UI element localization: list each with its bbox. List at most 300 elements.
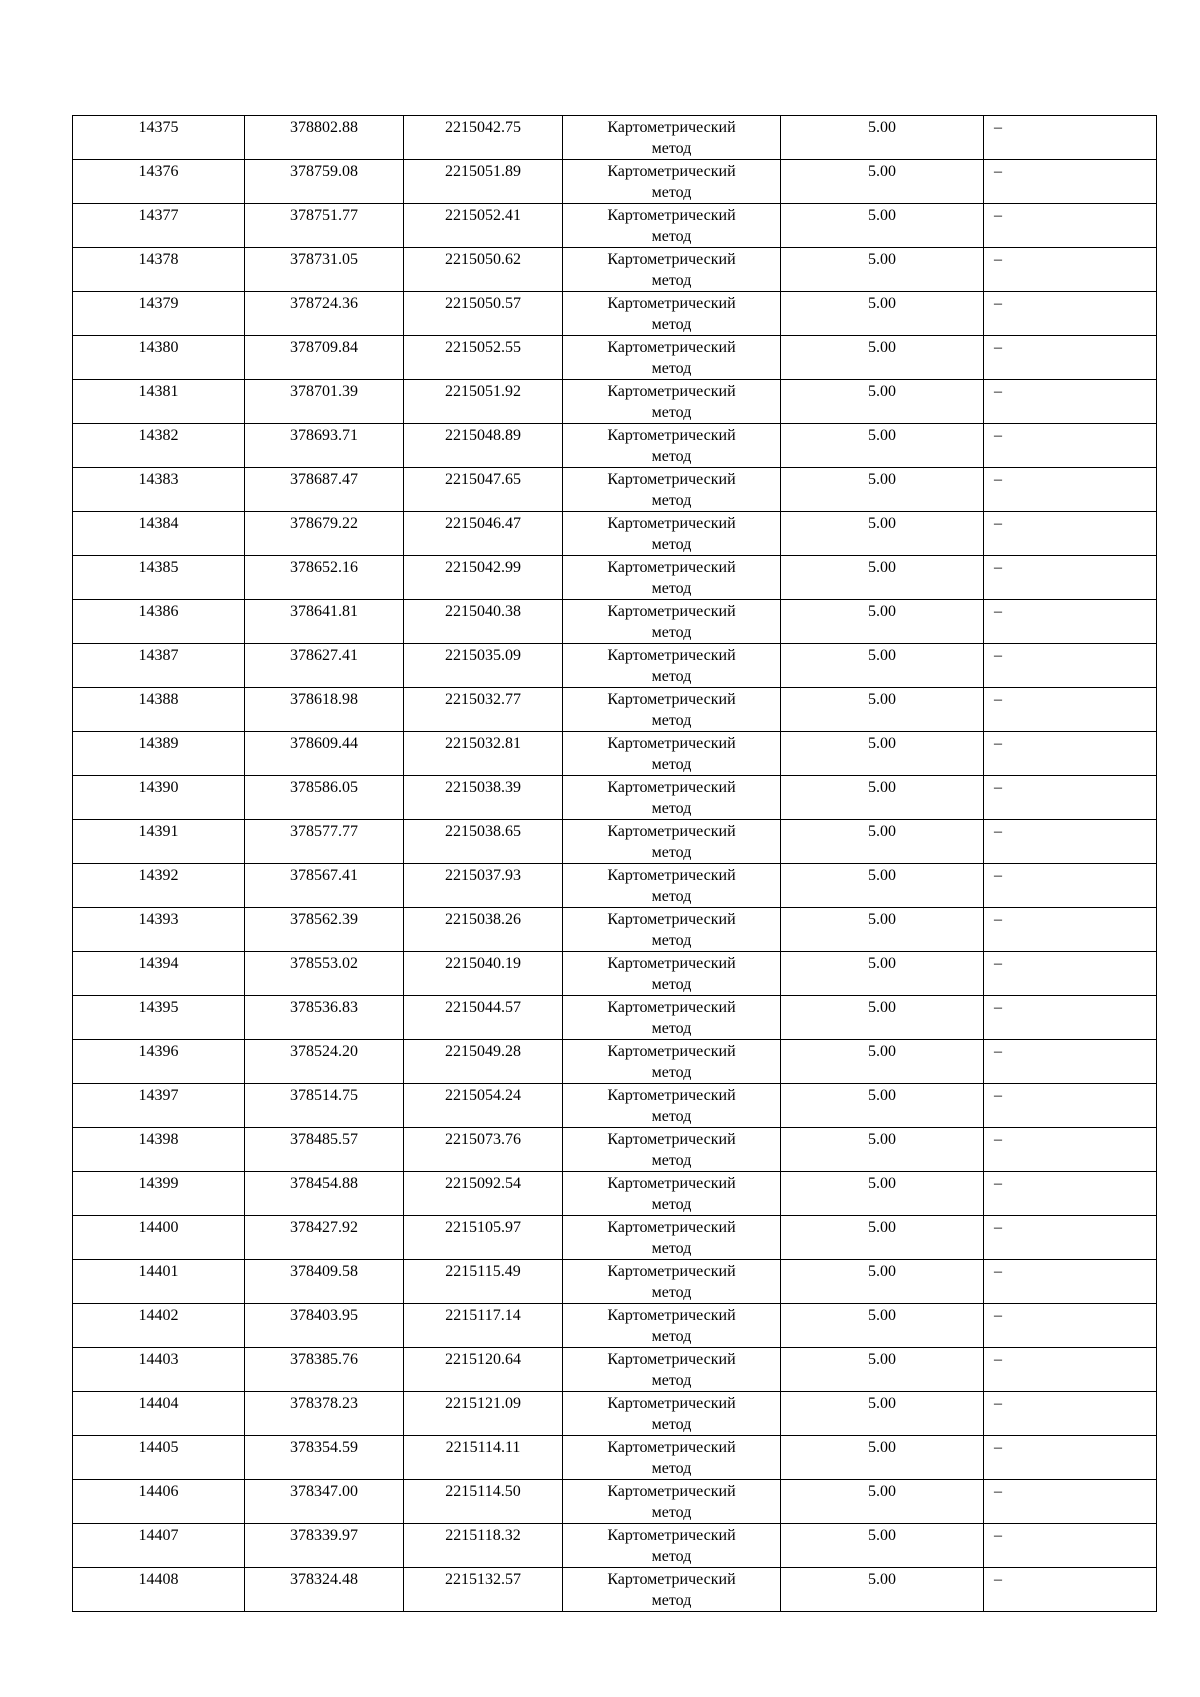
method-text-line2: метод bbox=[651, 360, 692, 377]
coordinate-y-cell: 2215052.55 bbox=[404, 336, 563, 380]
accuracy-cell: 5.00 bbox=[781, 600, 984, 644]
method-cell bbox=[563, 292, 781, 336]
accuracy-cell: 5.00 bbox=[781, 644, 984, 688]
point-number-cell: 14398 bbox=[73, 1128, 245, 1172]
coordinate-y-cell: 2215032.81 bbox=[404, 732, 563, 776]
point-number-cell: 14386 bbox=[73, 600, 245, 644]
accuracy-cell: 5.00 bbox=[781, 1348, 984, 1392]
table-row bbox=[73, 820, 1157, 864]
method-text-line1: Картометрический bbox=[607, 1219, 736, 1236]
accuracy-cell: 5.00 bbox=[781, 1040, 984, 1084]
table-row bbox=[73, 776, 1157, 820]
coordinate-x-cell: 378427.92 bbox=[245, 1216, 404, 1260]
method-cell bbox=[563, 644, 781, 688]
method-text-line1: Картометрический bbox=[607, 471, 736, 488]
coordinate-x-cell: 378567.41 bbox=[245, 864, 404, 908]
table-row bbox=[73, 1480, 1157, 1524]
method-text-line1: Картометрический bbox=[607, 1527, 736, 1544]
method-text-line2: метод bbox=[651, 140, 692, 157]
coordinate-y-cell: 2215046.47 bbox=[404, 512, 563, 556]
method-text-line2: метод bbox=[651, 624, 692, 641]
accuracy-cell: 5.00 bbox=[781, 820, 984, 864]
point-number-cell: 14383 bbox=[73, 468, 245, 512]
method-cell bbox=[563, 160, 781, 204]
method-cell bbox=[563, 1172, 781, 1216]
point-number-cell: 14382 bbox=[73, 424, 245, 468]
method-cell bbox=[563, 1348, 781, 1392]
coordinate-x-cell: 378354.59 bbox=[245, 1436, 404, 1480]
coordinate-y-cell: 2215115.49 bbox=[404, 1260, 563, 1304]
coordinate-x-cell: 378627.41 bbox=[245, 644, 404, 688]
table-row bbox=[73, 1524, 1157, 1568]
point-number-cell: 14395 bbox=[73, 996, 245, 1040]
accuracy-cell: 5.00 bbox=[781, 1524, 984, 1568]
coordinate-y-cell: 2215114.50 bbox=[404, 1480, 563, 1524]
coordinate-y-cell: 2215114.11 bbox=[404, 1436, 563, 1480]
coordinate-y-cell: 2215051.89 bbox=[404, 160, 563, 204]
coordinate-y-cell: 2215117.14 bbox=[404, 1304, 563, 1348]
table-row bbox=[73, 1304, 1157, 1348]
coordinate-y-cell: 2215050.57 bbox=[404, 292, 563, 336]
point-number-cell: 14408 bbox=[73, 1568, 245, 1612]
accuracy-cell: 5.00 bbox=[781, 1392, 984, 1436]
method-text-line2: метод bbox=[651, 844, 692, 861]
coordinate-x-cell: 378724.36 bbox=[245, 292, 404, 336]
method-cell bbox=[563, 1260, 781, 1304]
table-row bbox=[73, 292, 1157, 336]
accuracy-cell: 5.00 bbox=[781, 1172, 984, 1216]
point-number-cell: 14402 bbox=[73, 1304, 245, 1348]
method-cell bbox=[563, 908, 781, 952]
point-number-cell: 14384 bbox=[73, 512, 245, 556]
method-cell bbox=[563, 380, 781, 424]
table-row bbox=[73, 556, 1157, 600]
coordinate-x-cell: 378731.05 bbox=[245, 248, 404, 292]
coordinate-y-cell: 2215035.09 bbox=[404, 644, 563, 688]
coordinate-x-cell: 378454.88 bbox=[245, 1172, 404, 1216]
method-text-line1: Картометрический bbox=[607, 867, 736, 884]
table-row bbox=[73, 1084, 1157, 1128]
point-number-cell: 14406 bbox=[73, 1480, 245, 1524]
method-text-line1: Картометрический bbox=[607, 383, 736, 400]
description-cell: – bbox=[984, 1128, 1157, 1172]
point-number-cell: 14391 bbox=[73, 820, 245, 864]
description-cell: – bbox=[984, 556, 1157, 600]
table-row bbox=[73, 1260, 1157, 1304]
method-cell bbox=[563, 204, 781, 248]
coordinate-x-cell: 378709.84 bbox=[245, 336, 404, 380]
coordinate-y-cell: 2215038.65 bbox=[404, 820, 563, 864]
method-text-line2: метод bbox=[651, 448, 692, 465]
method-text-line2: метод bbox=[651, 668, 692, 685]
method-cell bbox=[563, 952, 781, 996]
coordinate-x-cell: 378693.71 bbox=[245, 424, 404, 468]
method-text-line1: Картометрический bbox=[607, 1263, 736, 1280]
method-text-line2: метод bbox=[651, 712, 692, 729]
description-cell: – bbox=[984, 292, 1157, 336]
method-text-line1: Картометрический bbox=[607, 1175, 736, 1192]
method-text-line2: метод bbox=[651, 1284, 692, 1301]
method-text-line1: Картометрический bbox=[607, 1439, 736, 1456]
table-row bbox=[73, 380, 1157, 424]
coordinate-y-cell: 2215042.99 bbox=[404, 556, 563, 600]
method-cell bbox=[563, 1436, 781, 1480]
coordinates-table-body bbox=[73, 116, 1157, 1612]
description-cell: – bbox=[984, 908, 1157, 952]
table-row bbox=[73, 424, 1157, 468]
point-number-cell: 14396 bbox=[73, 1040, 245, 1084]
method-cell bbox=[563, 1524, 781, 1568]
description-cell: – bbox=[984, 1040, 1157, 1084]
table-row bbox=[73, 204, 1157, 248]
table-row bbox=[73, 116, 1157, 160]
coordinate-y-cell: 2215132.57 bbox=[404, 1568, 563, 1612]
table-row bbox=[73, 512, 1157, 556]
coordinate-y-cell: 2215042.75 bbox=[404, 116, 563, 160]
description-cell: – bbox=[984, 952, 1157, 996]
table-row bbox=[73, 732, 1157, 776]
method-text-line1: Картометрический bbox=[607, 603, 736, 620]
description-cell: – bbox=[984, 248, 1157, 292]
coordinate-y-cell: 2215092.54 bbox=[404, 1172, 563, 1216]
coordinate-x-cell: 378652.16 bbox=[245, 556, 404, 600]
method-text-line2: метод bbox=[651, 1020, 692, 1037]
description-cell: – bbox=[984, 1480, 1157, 1524]
method-text-line2: метод bbox=[651, 1108, 692, 1125]
table-row bbox=[73, 468, 1157, 512]
method-cell bbox=[563, 512, 781, 556]
point-number-cell: 14397 bbox=[73, 1084, 245, 1128]
description-cell: – bbox=[984, 1524, 1157, 1568]
accuracy-cell: 5.00 bbox=[781, 1084, 984, 1128]
table-row bbox=[73, 1040, 1157, 1084]
description-cell: – bbox=[984, 1172, 1157, 1216]
method-text-line2: метод bbox=[651, 756, 692, 773]
table-row bbox=[73, 1348, 1157, 1392]
description-cell: – bbox=[984, 1260, 1157, 1304]
point-number-cell: 14394 bbox=[73, 952, 245, 996]
coordinate-x-cell: 378751.77 bbox=[245, 204, 404, 248]
accuracy-cell: 5.00 bbox=[781, 732, 984, 776]
description-cell: – bbox=[984, 1436, 1157, 1480]
point-number-cell: 14388 bbox=[73, 688, 245, 732]
method-cell bbox=[563, 1128, 781, 1172]
point-number-cell: 14381 bbox=[73, 380, 245, 424]
point-number-cell: 14403 bbox=[73, 1348, 245, 1392]
method-text-line1: Картометрический bbox=[607, 1043, 736, 1060]
method-text-line1: Картометрический bbox=[607, 1571, 736, 1588]
accuracy-cell: 5.00 bbox=[781, 1216, 984, 1260]
coordinate-y-cell: 2215032.77 bbox=[404, 688, 563, 732]
method-text-line2: метод bbox=[651, 1504, 692, 1521]
coordinate-y-cell: 2215040.38 bbox=[404, 600, 563, 644]
description-cell: – bbox=[984, 424, 1157, 468]
coordinate-y-cell: 2215050.62 bbox=[404, 248, 563, 292]
coordinate-x-cell: 378347.00 bbox=[245, 1480, 404, 1524]
method-text-line1: Картометрический bbox=[607, 823, 736, 840]
method-text-line2: метод bbox=[651, 976, 692, 993]
accuracy-cell: 5.00 bbox=[781, 864, 984, 908]
coordinate-y-cell: 2215051.92 bbox=[404, 380, 563, 424]
method-text-line2: метод bbox=[651, 228, 692, 245]
description-cell: – bbox=[984, 1084, 1157, 1128]
coordinate-x-cell: 378641.81 bbox=[245, 600, 404, 644]
table-row bbox=[73, 908, 1157, 952]
description-cell: – bbox=[984, 776, 1157, 820]
method-text-line2: метод bbox=[651, 536, 692, 553]
point-number-cell: 14378 bbox=[73, 248, 245, 292]
point-number-cell: 14387 bbox=[73, 644, 245, 688]
coordinate-y-cell: 2215049.28 bbox=[404, 1040, 563, 1084]
method-text-line2: метод bbox=[651, 184, 692, 201]
coordinate-y-cell: 2215054.24 bbox=[404, 1084, 563, 1128]
method-cell bbox=[563, 1304, 781, 1348]
method-text-line1: Картометрический bbox=[607, 119, 736, 136]
description-cell: – bbox=[984, 160, 1157, 204]
point-number-cell: 14380 bbox=[73, 336, 245, 380]
coordinate-x-cell: 378553.02 bbox=[245, 952, 404, 996]
method-cell bbox=[563, 600, 781, 644]
coordinate-x-cell: 378562.39 bbox=[245, 908, 404, 952]
table-row bbox=[73, 952, 1157, 996]
description-cell: – bbox=[984, 732, 1157, 776]
method-text-line2: метод bbox=[651, 1196, 692, 1213]
point-number-cell: 14375 bbox=[73, 116, 245, 160]
method-text-line2: метод bbox=[651, 272, 692, 289]
coordinate-y-cell: 2215120.64 bbox=[404, 1348, 563, 1392]
table-row bbox=[73, 644, 1157, 688]
accuracy-cell: 5.00 bbox=[781, 1260, 984, 1304]
method-text-line2: метод bbox=[651, 932, 692, 949]
method-text-line2: метод bbox=[651, 1460, 692, 1477]
coordinate-y-cell: 2215121.09 bbox=[404, 1392, 563, 1436]
method-cell bbox=[563, 820, 781, 864]
point-number-cell: 14407 bbox=[73, 1524, 245, 1568]
description-cell: – bbox=[984, 1568, 1157, 1612]
accuracy-cell: 5.00 bbox=[781, 776, 984, 820]
method-cell bbox=[563, 424, 781, 468]
coordinate-y-cell: 2215048.89 bbox=[404, 424, 563, 468]
coordinate-x-cell: 378609.44 bbox=[245, 732, 404, 776]
method-text-line2: метод bbox=[651, 1064, 692, 1081]
accuracy-cell: 5.00 bbox=[781, 1128, 984, 1172]
point-number-cell: 14399 bbox=[73, 1172, 245, 1216]
description-cell: – bbox=[984, 204, 1157, 248]
method-text-line1: Картометрический bbox=[607, 1351, 736, 1368]
table-row bbox=[73, 996, 1157, 1040]
accuracy-cell: 5.00 bbox=[781, 292, 984, 336]
description-cell: – bbox=[984, 1304, 1157, 1348]
coordinate-x-cell: 378385.76 bbox=[245, 1348, 404, 1392]
method-text-line2: метод bbox=[651, 1592, 692, 1609]
description-cell: – bbox=[984, 1348, 1157, 1392]
method-cell bbox=[563, 248, 781, 292]
method-cell bbox=[563, 1568, 781, 1612]
method-text-line1: Картометрический bbox=[607, 295, 736, 312]
description-cell: – bbox=[984, 864, 1157, 908]
point-number-cell: 14376 bbox=[73, 160, 245, 204]
method-cell bbox=[563, 996, 781, 1040]
method-text-line1: Картометрический bbox=[607, 999, 736, 1016]
point-number-cell: 14401 bbox=[73, 1260, 245, 1304]
method-text-line1: Картометрический bbox=[607, 1395, 736, 1412]
coordinate-y-cell: 2215105.97 bbox=[404, 1216, 563, 1260]
point-number-cell: 14389 bbox=[73, 732, 245, 776]
method-text-line1: Картометрический bbox=[607, 1307, 736, 1324]
table-row bbox=[73, 688, 1157, 732]
method-cell bbox=[563, 1216, 781, 1260]
table-row bbox=[73, 1128, 1157, 1172]
method-text-line1: Картометрический bbox=[607, 207, 736, 224]
accuracy-cell: 5.00 bbox=[781, 116, 984, 160]
coordinate-y-cell: 2215038.26 bbox=[404, 908, 563, 952]
method-text-line2: метод bbox=[651, 1372, 692, 1389]
coordinate-y-cell: 2215047.65 bbox=[404, 468, 563, 512]
table-row bbox=[73, 1436, 1157, 1480]
table-row bbox=[73, 336, 1157, 380]
description-cell: – bbox=[984, 644, 1157, 688]
method-text-line2: метод bbox=[651, 492, 692, 509]
accuracy-cell: 5.00 bbox=[781, 1304, 984, 1348]
method-text-line1: Картометрический bbox=[607, 1131, 736, 1148]
table-row bbox=[73, 160, 1157, 204]
coordinate-x-cell: 378324.48 bbox=[245, 1568, 404, 1612]
coordinate-x-cell: 378701.39 bbox=[245, 380, 404, 424]
table-row bbox=[73, 1172, 1157, 1216]
method-text-line1: Картометрический bbox=[607, 779, 736, 796]
method-text-line1: Картометрический bbox=[607, 647, 736, 664]
coordinate-x-cell: 378586.05 bbox=[245, 776, 404, 820]
method-text-line1: Картометрический bbox=[607, 251, 736, 268]
table-row bbox=[73, 1568, 1157, 1612]
accuracy-cell: 5.00 bbox=[781, 952, 984, 996]
method-text-line2: метод bbox=[651, 580, 692, 597]
method-text-line2: метод bbox=[651, 1328, 692, 1345]
method-cell bbox=[563, 1040, 781, 1084]
coordinate-x-cell: 378409.58 bbox=[245, 1260, 404, 1304]
coordinate-x-cell: 378577.77 bbox=[245, 820, 404, 864]
accuracy-cell: 5.00 bbox=[781, 204, 984, 248]
accuracy-cell: 5.00 bbox=[781, 424, 984, 468]
method-cell bbox=[563, 1084, 781, 1128]
point-number-cell: 14400 bbox=[73, 1216, 245, 1260]
accuracy-cell: 5.00 bbox=[781, 1480, 984, 1524]
accuracy-cell: 5.00 bbox=[781, 336, 984, 380]
description-cell: – bbox=[984, 336, 1157, 380]
table-row bbox=[73, 1392, 1157, 1436]
table-row bbox=[73, 864, 1157, 908]
coordinate-x-cell: 378759.08 bbox=[245, 160, 404, 204]
coordinate-x-cell: 378687.47 bbox=[245, 468, 404, 512]
coordinate-y-cell: 2215073.76 bbox=[404, 1128, 563, 1172]
method-text-line2: метод bbox=[651, 800, 692, 817]
coordinate-x-cell: 378378.23 bbox=[245, 1392, 404, 1436]
accuracy-cell: 5.00 bbox=[781, 512, 984, 556]
point-number-cell: 14393 bbox=[73, 908, 245, 952]
method-cell bbox=[563, 1392, 781, 1436]
method-text-line1: Картометрический bbox=[607, 691, 736, 708]
point-number-cell: 14405 bbox=[73, 1436, 245, 1480]
description-cell: – bbox=[984, 688, 1157, 732]
table-row bbox=[73, 1216, 1157, 1260]
coordinates-table bbox=[72, 115, 1157, 1612]
coordinate-y-cell: 2215044.57 bbox=[404, 996, 563, 1040]
method-text-line2: метод bbox=[651, 404, 692, 421]
method-text-line2: метод bbox=[651, 1416, 692, 1433]
accuracy-cell: 5.00 bbox=[781, 688, 984, 732]
method-cell bbox=[563, 688, 781, 732]
coordinate-y-cell: 2215037.93 bbox=[404, 864, 563, 908]
method-text-line2: метод bbox=[651, 1152, 692, 1169]
coordinate-y-cell: 2215038.39 bbox=[404, 776, 563, 820]
accuracy-cell: 5.00 bbox=[781, 996, 984, 1040]
method-text-line2: метод bbox=[651, 888, 692, 905]
coordinate-x-cell: 378514.75 bbox=[245, 1084, 404, 1128]
coordinate-x-cell: 378339.97 bbox=[245, 1524, 404, 1568]
coordinate-y-cell: 2215118.32 bbox=[404, 1524, 563, 1568]
coordinate-x-cell: 378618.98 bbox=[245, 688, 404, 732]
accuracy-cell: 5.00 bbox=[781, 1568, 984, 1612]
method-text-line1: Картометрический bbox=[607, 559, 736, 576]
accuracy-cell: 5.00 bbox=[781, 380, 984, 424]
coordinate-y-cell: 2215040.19 bbox=[404, 952, 563, 996]
description-cell: – bbox=[984, 1216, 1157, 1260]
method-text-line1: Картометрический bbox=[607, 163, 736, 180]
description-cell: – bbox=[984, 380, 1157, 424]
point-number-cell: 14385 bbox=[73, 556, 245, 600]
method-text-line2: метод bbox=[651, 316, 692, 333]
coordinate-x-cell: 378802.88 bbox=[245, 116, 404, 160]
point-number-cell: 14379 bbox=[73, 292, 245, 336]
method-cell bbox=[563, 776, 781, 820]
method-text-line2: метод bbox=[651, 1548, 692, 1565]
coordinate-x-cell: 378403.95 bbox=[245, 1304, 404, 1348]
method-text-line1: Картометрический bbox=[607, 515, 736, 532]
table-row bbox=[73, 248, 1157, 292]
description-cell: – bbox=[984, 820, 1157, 864]
method-text-line1: Картометрический bbox=[607, 1483, 736, 1500]
method-cell bbox=[563, 116, 781, 160]
accuracy-cell: 5.00 bbox=[781, 248, 984, 292]
accuracy-cell: 5.00 bbox=[781, 160, 984, 204]
method-text-line1: Картометрический bbox=[607, 735, 736, 752]
method-cell bbox=[563, 864, 781, 908]
description-cell: – bbox=[984, 1392, 1157, 1436]
method-cell bbox=[563, 336, 781, 380]
coordinate-x-cell: 378524.20 bbox=[245, 1040, 404, 1084]
method-text-line1: Картометрический bbox=[607, 911, 736, 928]
accuracy-cell: 5.00 bbox=[781, 468, 984, 512]
description-cell: – bbox=[984, 116, 1157, 160]
accuracy-cell: 5.00 bbox=[781, 1436, 984, 1480]
method-text-line1: Картометрический bbox=[607, 1087, 736, 1104]
point-number-cell: 14404 bbox=[73, 1392, 245, 1436]
coordinate-y-cell: 2215052.41 bbox=[404, 204, 563, 248]
point-number-cell: 14390 bbox=[73, 776, 245, 820]
description-cell: – bbox=[984, 512, 1157, 556]
description-cell: – bbox=[984, 600, 1157, 644]
method-cell bbox=[563, 1480, 781, 1524]
method-text-line1: Картометрический bbox=[607, 427, 736, 444]
accuracy-cell: 5.00 bbox=[781, 556, 984, 600]
accuracy-cell: 5.00 bbox=[781, 908, 984, 952]
point-number-cell: 14392 bbox=[73, 864, 245, 908]
method-cell bbox=[563, 556, 781, 600]
description-cell: – bbox=[984, 468, 1157, 512]
description-cell: – bbox=[984, 996, 1157, 1040]
method-text-line2: метод bbox=[651, 1240, 692, 1257]
method-cell bbox=[563, 468, 781, 512]
